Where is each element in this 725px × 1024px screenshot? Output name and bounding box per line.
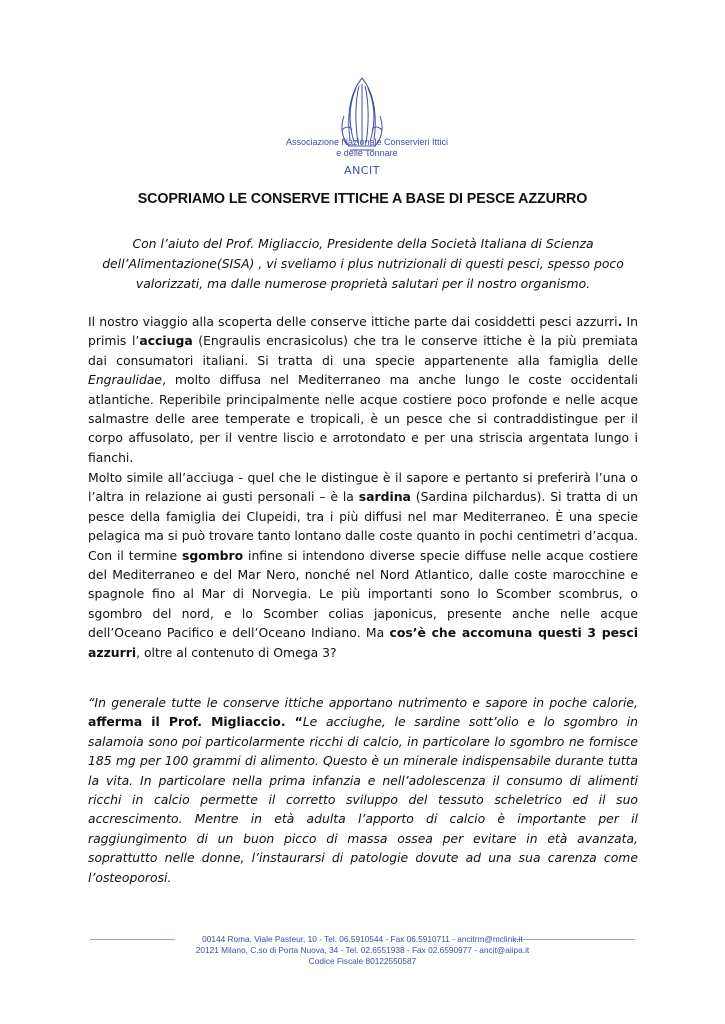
p1-dot: . xyxy=(617,314,623,329)
quote-attribution: afferma il Prof. Migliaccio. “ xyxy=(88,714,303,730)
p1-text-2: In primis l’ xyxy=(88,314,638,349)
paragraph-sardina-sgombro xyxy=(88,468,638,662)
p1-text-4: , molto diffusa nel Mediterraneo ma anche lungo le coste occidentali atlantiche. Reperibile principalmente nelle acque costiere poco profonde e nelle acque salmastre delle aree temperate e tropicali, è un pesce che si contraddistingue per il corpo affusolato, per il ventre liscio e arrotondato e per una striscia argentata lungo i fianchi. xyxy=(88,372,638,465)
footer-contacts xyxy=(150,934,575,967)
association-name xyxy=(262,137,472,159)
p2-text-3: infine si intendono diverse specie diffuse nelle acque costiere del Mediterraneo e del Mar Nero, nonché nel Nord Atlantico, dalle coste marocchine e spagnole fino al Mar di Norvegia. Le più importanti sono lo Scomber scombrus, o sgombro del nord, e lo Scomber colias japonicus, presente anche nelle acque dell’Oceano Pacifico e dell’Oceano Indiano. Ma xyxy=(88,547,638,641)
p2-text-1: Molto simile all’acciuga - quel che le distingue è il sapore e pertanto si preferirà l’una o l’altra in relazione ai gusti personali – è la xyxy=(88,470,638,505)
p3-text-1: “In generale tutte le conserve ittiche apportano nutrimento e sapore in poche calorie, xyxy=(88,695,638,710)
p1-text-1: Il nostro viaggio alla scoperta delle conserve ittiche parte dai cosiddetti pesci azzurri xyxy=(88,314,618,329)
intro-paragraph: Con l’aiuto del Prof. Migliaccio, Presidente della Società Italiana di Scienza dell’Alimentazione(SISA) , vi sveliamo i plus nutrizionali di questi pesci, spesso poco valorizzati, ma dalle numerose proprietà salutari per il nostro organismo. xyxy=(102,236,624,291)
question-highlight: cos’è che accomuna questi 3 pesci azzurri xyxy=(88,625,638,660)
p2-text-2: (Sardina pilchardus). Si tratta di un pesce della famiglia dei Clupeidi, tra i più diffusi nel mar Mediterraneo. È una specie pelagica ma si può trovare tanto lontano dalle coste quanto in pochi centimetri d’acqua. Con il termine xyxy=(88,489,638,563)
term-sardina: sardina xyxy=(358,489,411,505)
paragraph-quote xyxy=(88,693,638,887)
p1-text-3: (Engraulis encrasicolus) che tra le conserve ittiche è la più premiata dai consumatori italiani. Si tratta di una specie appartenente alla famiglia delle xyxy=(88,333,638,368)
p2-text-4: , oltre al contenuto di Omega 3? xyxy=(136,644,337,660)
footer-rome: 00144 Roma, Viale Pasteur, 10 - Tel. 06.5910544 - Fax 06.5910711 - ancitrm@mclink.it xyxy=(202,934,523,944)
association-line-2: e delle Tonnare xyxy=(336,148,398,158)
paragraph-acciuga xyxy=(88,312,638,467)
logo-wordmark: ANCIT xyxy=(344,164,380,177)
footer-milan: 20121 Milano, C.so di Porta Nuova, 34 - Tel. 02.6551938 - Fax 02.6590977 - ancit@aiipa.it xyxy=(195,945,530,955)
association-line-1: Associazione Nazionale Conservieri Ittici xyxy=(285,137,449,147)
p3-text-2: Le acciughe, le sardine sott’olio e lo sgombro in salamoia sono poi particolarmente ricchi di calcio, in particolare lo sgombro ne fornisce 185 mg per 100 grammi di alimento. Questo è un minerale indispensabile durante tutta la vita. In particolare nella prima infanzia e nell’adolescenza il consumo di alimenti ricchi in calcio permette il corretto sviluppo del tessuto scheletrico ed il suo accrescimento. Mentre in età adulta l’apporto di calcio è importante per il raggiungimento di un buon picco di massa ossea per evitare in età avanzata, soprattutto nelle donne, l’instaurarsi di patologie dovute ad una sua carenza come l’osteoporosi. xyxy=(88,714,638,885)
term-acciuga: acciuga xyxy=(139,333,193,349)
document-title: SCOPRIAMO LE CONSERVE ITTICHE A BASE DI PESCE AZZURRO xyxy=(137,191,588,207)
term-engraulidae: Engraulidae xyxy=(88,372,163,388)
term-sgombro: sgombro xyxy=(181,547,244,563)
footer-tax-code: Codice Fiscale 80122550587 xyxy=(308,956,417,966)
